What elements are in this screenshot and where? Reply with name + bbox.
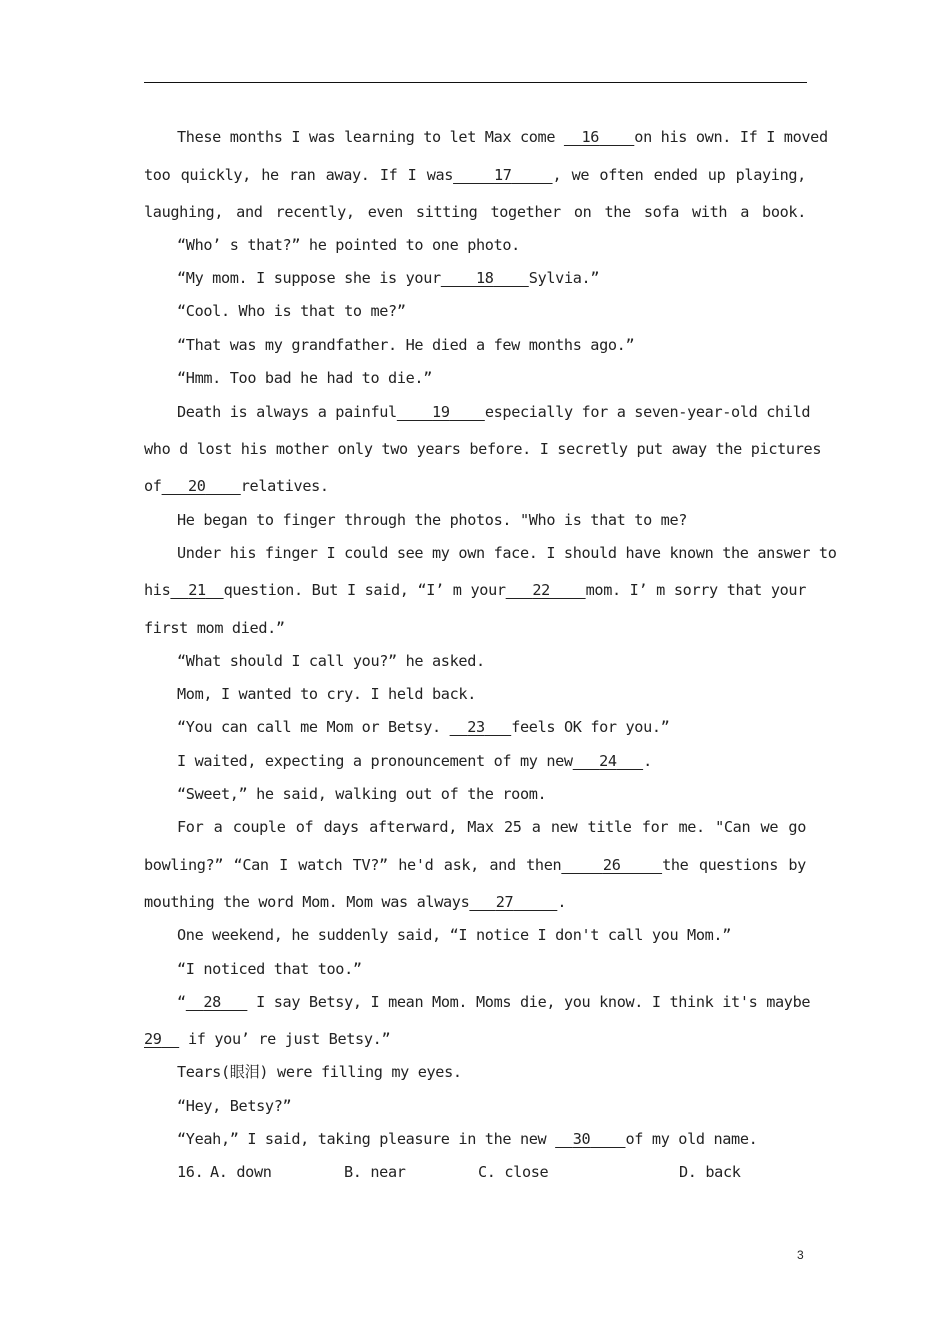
- blank-17: 17: [494, 166, 512, 184]
- line: Under his finger I could see my own face. I should have known the answer to: [177, 544, 837, 562]
- line: “ 28 I say Betsy, I mean Mom. Moms die, you know. I think it's maybe: [177, 993, 811, 1011]
- line: “You can call me Mom or Betsy. 23 feels OK for you.”: [177, 718, 670, 736]
- blank-18: 18: [476, 269, 494, 287]
- line: Tears(眼泪) were filling my eyes.: [177, 1063, 462, 1081]
- question-number: 16.: [177, 1163, 204, 1181]
- page-number: 3: [797, 1248, 804, 1262]
- header-rule: [144, 82, 807, 83]
- blank-24: 24: [599, 752, 617, 770]
- line: “Hmm. Too bad he had to die.”: [177, 369, 433, 387]
- option-a: A. down: [210, 1163, 272, 1181]
- line: Death is always a painful 19 especially for a seven-year-old child: [177, 403, 811, 421]
- line: mouthing the word Mom. Mom was always 27 .: [144, 893, 567, 911]
- blank-22: 22: [532, 581, 550, 599]
- line: “Hey, Betsy?”: [177, 1097, 292, 1115]
- blank-28: 28: [203, 993, 221, 1011]
- line: “I noticed that too.”: [177, 960, 362, 978]
- blank-26: 26: [602, 856, 621, 874]
- line: “Cool. Who is that to me?”: [177, 302, 406, 320]
- blank-16: 16: [581, 128, 600, 146]
- line: “Yeah,” I said, taking pleasure in the new 30 of my old name.: [177, 1130, 758, 1148]
- blank-21: 21: [188, 581, 206, 599]
- line: of 20 relatives.: [144, 477, 329, 495]
- blank-30: 30: [572, 1130, 591, 1148]
- line: These months I was learning to let Max come 16 on his own. If I moved: [177, 128, 828, 146]
- line: “My mom. I suppose she is your 18 Sylvia.”: [177, 269, 600, 287]
- option-d: D. back: [679, 1163, 741, 1181]
- option-c: C. close: [478, 1163, 549, 1181]
- blank-20: 20: [187, 477, 206, 495]
- line: “Who’ s that?” he pointed to one photo.: [177, 236, 520, 254]
- line: One weekend, he suddenly said, “I notice I don't call you Mom.”: [177, 926, 732, 944]
- line: bowling?” “Can I watch TV?” he'd ask, and then 26 the questions by: [144, 856, 806, 874]
- line: He began to finger through the photos. "Who is that to me?: [177, 511, 688, 529]
- line: who d lost his mother only two years before. I secretly put away the pictures: [144, 440, 822, 458]
- blank-29: 29: [144, 1030, 162, 1048]
- option-b: B. near: [344, 1163, 406, 1181]
- line: “That was my grandfather. He died a few months ago.”: [177, 336, 635, 354]
- blank-19: 19: [432, 403, 450, 421]
- line: too quickly, he ran away. If I was 17 , we often ended up playing,: [144, 166, 806, 184]
- line: “What should I call you?” he asked.: [177, 652, 485, 670]
- line: I waited, expecting a pronouncement of my new 24 .: [177, 752, 652, 770]
- line: “Sweet,” he said, walking out of the room.: [177, 785, 547, 803]
- blank-27: 27: [495, 893, 514, 911]
- line: 29 if you’ re just Betsy.”: [144, 1030, 391, 1048]
- line: his 21 question. But I said, “I’ m your 22 mom. I’ m sorry that your: [144, 581, 806, 599]
- line: first mom died.”: [144, 619, 285, 637]
- line: laughing, and recently, even sitting together on the sofa with a book.: [144, 203, 806, 221]
- line: For a couple of days afterward, Max 25 a new title for me. "Can we go: [177, 818, 806, 836]
- line: Mom, I wanted to cry. I held back.: [177, 685, 476, 703]
- blank-23: 23: [467, 718, 485, 736]
